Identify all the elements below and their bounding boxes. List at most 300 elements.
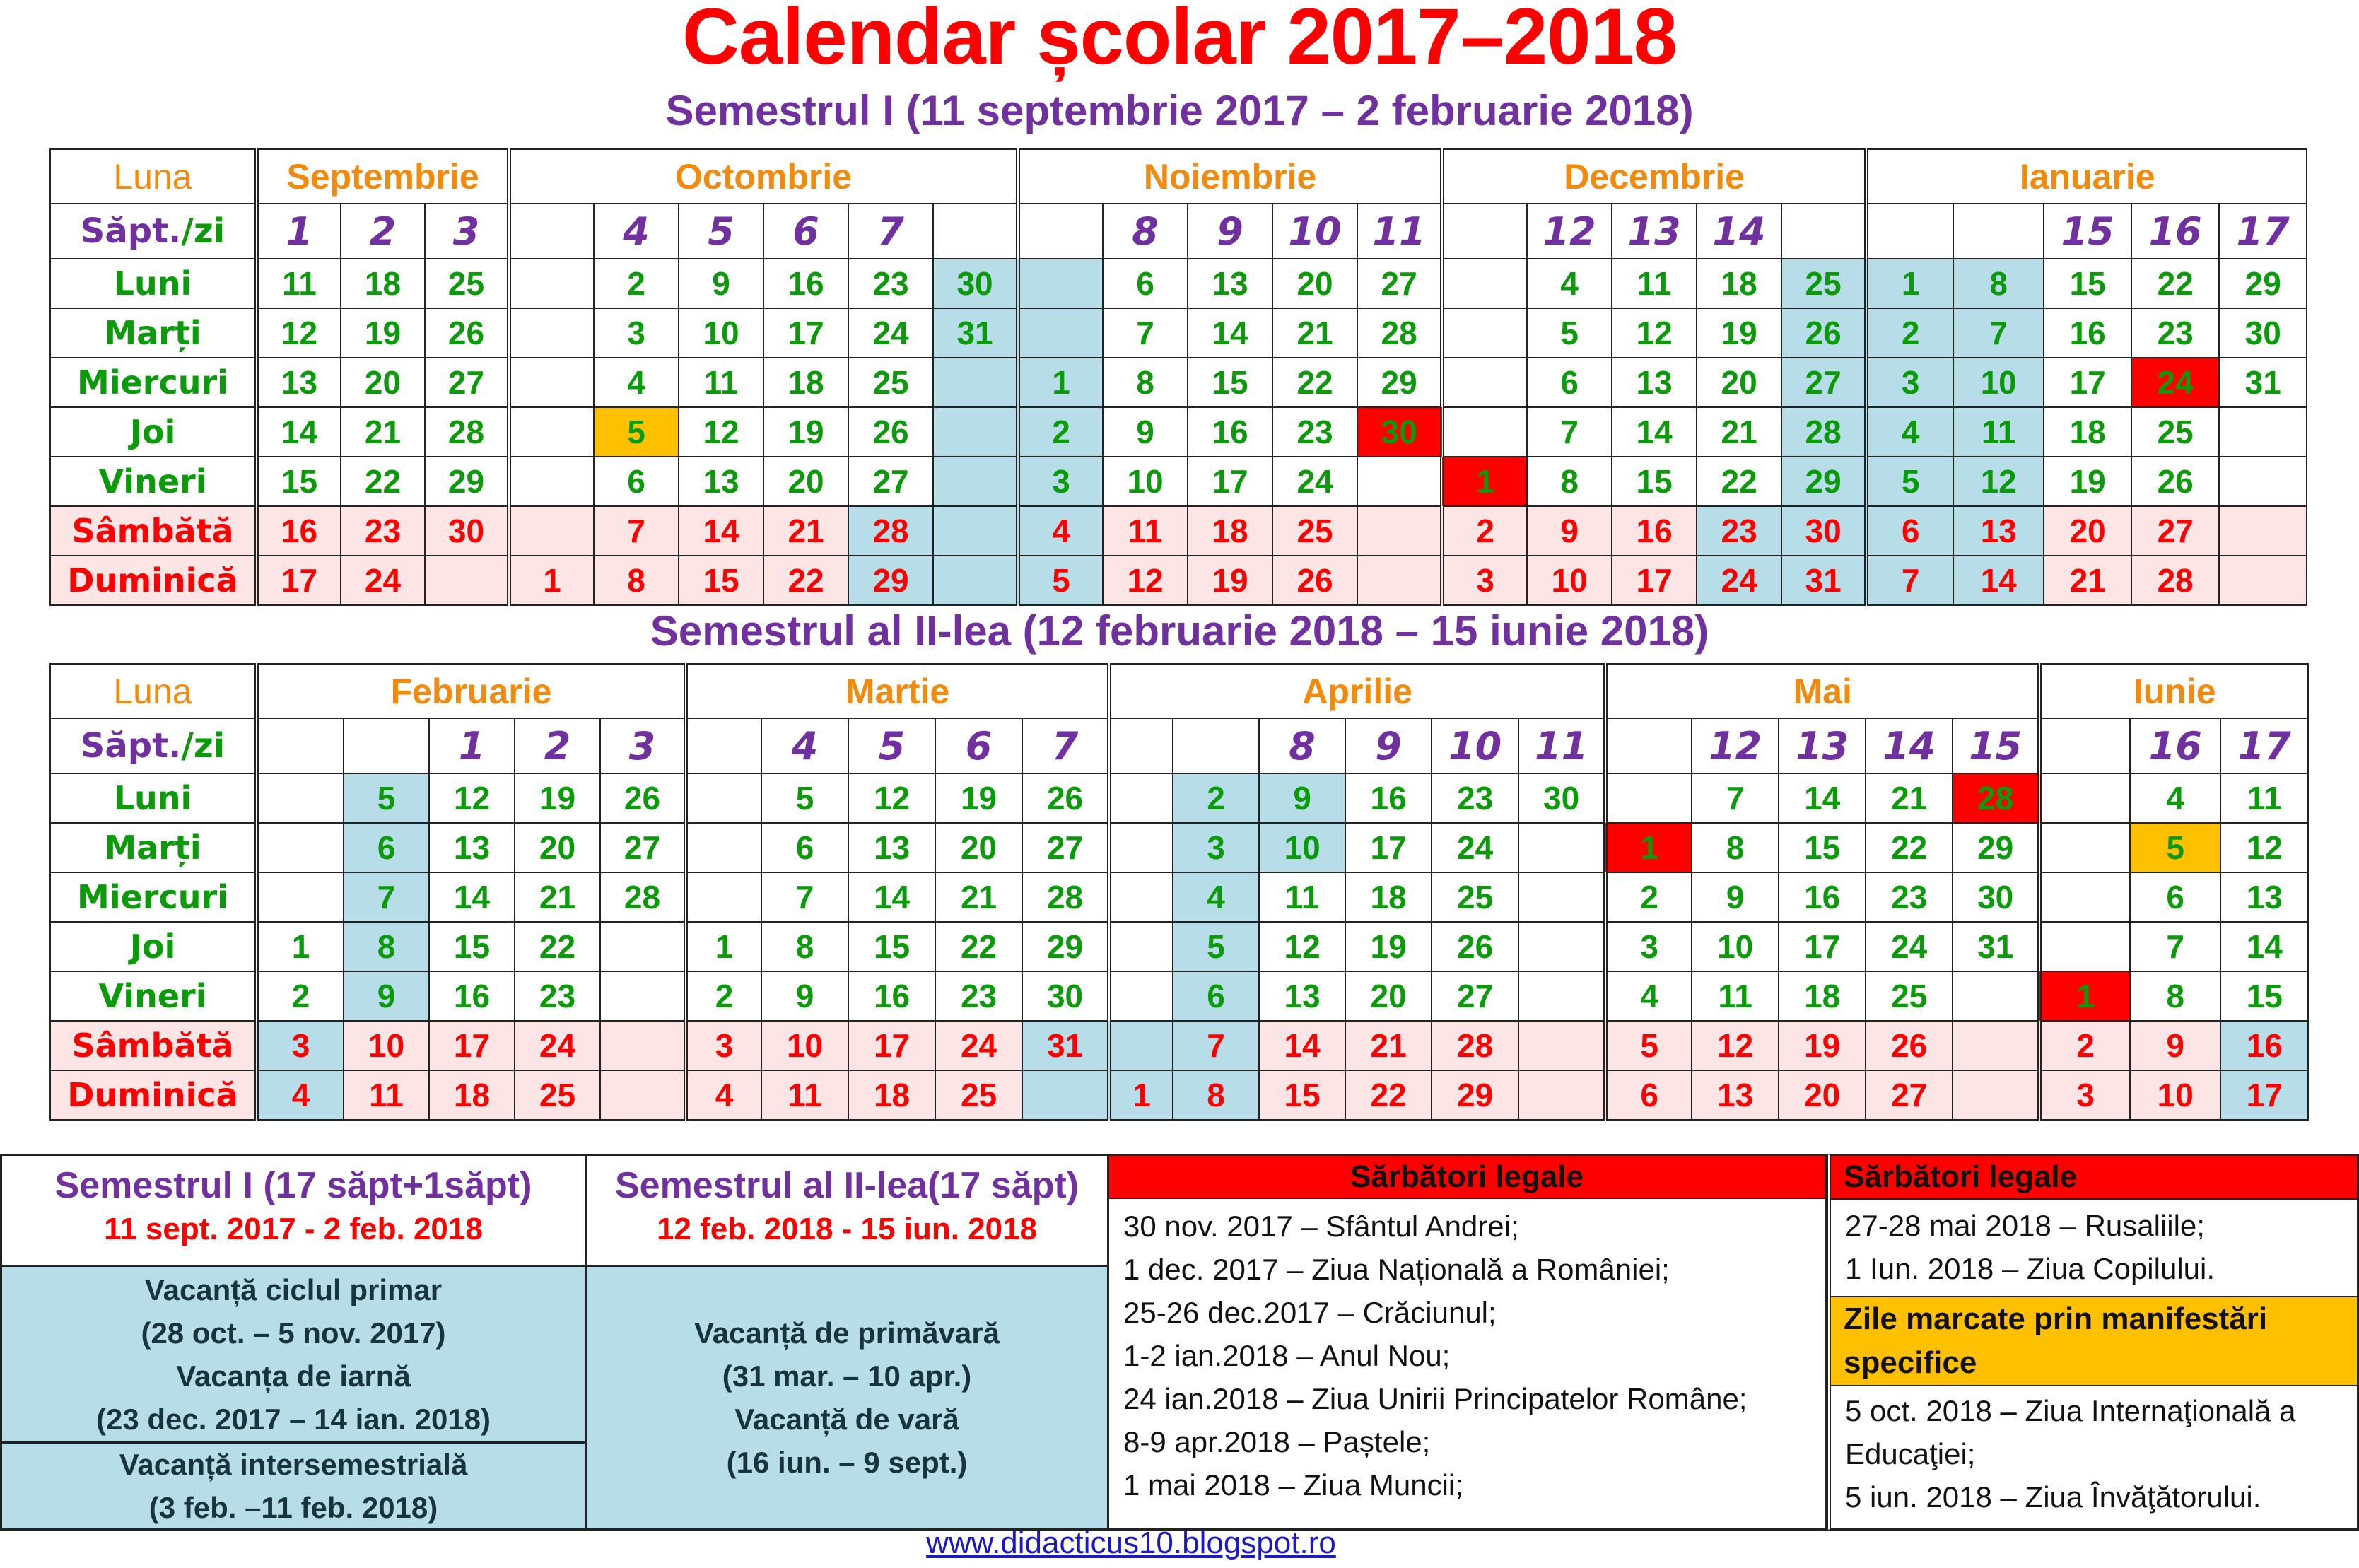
day-cell: 21 [1345,1021,1432,1070]
day-cell: 11 [1612,259,1697,308]
day-cell [1109,922,1173,971]
week-number [1173,718,1259,773]
week-number: 13 [1612,204,1697,259]
day-cell: 24 [935,1021,1022,1070]
day-cell: 5 [594,407,679,457]
vacation-line: (28 oct. – 5 nov. 2017) [141,1316,446,1350]
day-cell [509,358,594,407]
day-cell: 29 [1953,823,2039,872]
month-header-martie: Martie [686,664,1109,718]
footer-link[interactable]: www.didacticus10.blogspot.ro [926,1526,1336,1560]
day-cell: 11 [257,259,341,308]
vacation-line: Vacanță ciclul primar [144,1272,443,1306]
month-header-iunie: Iunie [2039,664,2308,718]
day-cell: 24 [341,556,425,605]
day-cell: 3 [1605,922,1692,971]
week-number: 3 [600,718,686,773]
week-number: 2 [341,204,425,259]
week-number [344,718,429,773]
semester1-calendar-table [49,148,2307,606]
week-number: 6 [935,718,1022,773]
day-cell: 5 [2130,823,2220,872]
day-cell: 13 [1692,1070,1779,1120]
day-cell: 8 [1527,457,1612,506]
day-cell: 17 [1612,556,1697,605]
day-cell: 10 [2130,1070,2220,1120]
day-cell: 12 [679,407,763,457]
day-cell: 31 [933,308,1018,358]
day-cell: 17 [1188,457,1272,506]
day-cell: 1 [257,922,344,971]
day-cell: 14 [1188,308,1272,358]
day-label: Joi [50,407,257,457]
holiday-item: 25-26 dec.2017 – Crăciunul; [1123,1296,1497,1329]
day-cell: 8 [1953,259,2044,308]
week-number: 1 [429,718,515,773]
sapt-text: Săpt. [80,211,182,251]
day-cell [1442,259,1527,308]
day-cell: 31 [1781,556,1866,605]
week-number [1953,204,2044,259]
vacation-line: Vacanță de primăvară [694,1316,1000,1350]
day-cell: 24 [1272,457,1357,506]
day-cell: 15 [679,556,763,605]
day-cell: 4 [1605,971,1692,1021]
day-cell [1022,1070,1109,1120]
day-cell: 18 [848,1070,935,1120]
month-header-aprilie: Aprilie [1109,664,1605,718]
day-cell [1953,1021,2039,1070]
semester1-title: Semestrul I (11 septembrie 2017 – 2 februarie 2018) [665,87,1694,134]
day-cell: 28 [600,872,686,922]
page-title: Calendar școlar 2017–2018 [681,0,1678,81]
day-cell: 19 [515,773,600,823]
day-cell [1442,358,1527,407]
day-cell [509,506,594,556]
day-cell: 6 [344,823,429,872]
day-cell: 12 [1953,457,2044,506]
day-cell: 21 [1866,773,1953,823]
day-cell [257,773,344,823]
day-cell: 17 [429,1021,515,1070]
day-cell [1953,1070,2039,1120]
day-cell: 14 [429,872,515,922]
day-cell [1518,823,1605,872]
day-cell: 23 [848,259,933,308]
week-number: 14 [1866,718,1953,773]
day-cell: 29 [1432,1070,1518,1120]
day-cell [1518,971,1605,1021]
day-cell: 7 [1173,1021,1259,1070]
day-cell: 20 [935,823,1022,872]
day-cell [2039,872,2130,922]
day-cell: 16 [1188,407,1272,457]
holiday-item: 1 Iun. 2018 – Ziua Copilului. [1845,1252,2215,1285]
day-cell: 2 [594,259,679,308]
day-cell: 30 [1022,971,1109,1021]
month-header-decembrie: Decembrie [1442,149,1866,204]
day-cell: 14 [848,872,935,922]
week-number: 11 [1518,718,1605,773]
day-cell: 17 [1779,922,1866,971]
day-label: Sâmbătă [50,1021,257,1070]
day-cell: 9 [1692,872,1779,922]
week-number [1866,204,1953,259]
day-cell: 12 [1259,922,1345,971]
day-cell: 24 [848,308,933,358]
day-cell: 17 [1345,823,1432,872]
day-cell: 22 [2131,259,2219,308]
day-cell: 28 [1432,1021,1518,1070]
semester1-summary [0,1154,587,1267]
day-cell: 30 [933,259,1018,308]
day-cell: 22 [1345,1070,1432,1120]
day-cell: 1 [2039,971,2130,1021]
day-cell: 19 [2044,457,2131,506]
week-number: 6 [763,204,848,259]
day-cell: 8 [761,922,848,971]
day-cell: 1 [1109,1070,1173,1120]
day-cell [2039,922,2130,971]
day-cell: 7 [1103,308,1188,358]
day-cell: 4 [2130,773,2220,823]
day-cell: 20 [763,457,848,506]
day-cell: 4 [257,1070,344,1120]
day-cell: 19 [1779,1021,1866,1070]
week-number: 2 [515,718,600,773]
day-cell: 14 [1612,407,1697,457]
day-cell: 19 [1345,922,1432,971]
day-cell: 5 [761,773,848,823]
day-cell [2219,457,2307,506]
day-cell: 7 [344,872,429,922]
day-cell: 6 [1866,506,1953,556]
day-cell: 15 [848,922,935,971]
day-cell [1442,308,1527,358]
day-cell: 17 [763,308,848,358]
day-cell: 14 [1259,1021,1345,1070]
week-number [1018,204,1103,259]
day-cell: 28 [1357,308,1442,358]
day-cell: 25 [515,1070,600,1120]
semester1-summary-heading: Semestrul I (17 săpt+1săpt) [54,1165,532,1206]
month-header-octombrie: Octombrie [509,149,1018,204]
day-cell: 1 [509,556,594,605]
week-number: 8 [1103,204,1188,259]
day-cell: 18 [1345,872,1432,922]
day-cell: 13 [429,823,515,872]
day-cell: 3 [594,308,679,358]
day-cell: 29 [848,556,933,605]
semester2-title: Semestrul al II-lea (12 februarie 2018 – 15 iunie 2018) [650,607,1709,655]
day-cell [2219,407,2307,457]
day-label: Vineri [50,457,257,506]
day-cell: 28 [425,407,509,457]
day-cell: 15 [1779,823,1866,872]
week-number [2039,718,2130,773]
day-cell: 26 [1781,308,1866,358]
day-cell: 6 [1605,1070,1692,1120]
legal-holidays-1 [1107,1154,1827,1531]
day-cell: 11 [1259,872,1345,922]
day-cell [509,259,594,308]
day-cell: 25 [1866,971,1953,1021]
day-cell: 17 [2044,358,2131,407]
luna-label: Luna [50,149,257,204]
day-cell: 11 [761,1070,848,1120]
day-cell: 25 [1272,506,1357,556]
day-cell: 9 [2130,1021,2220,1070]
day-cell [1357,506,1442,556]
day-cell: 15 [257,457,341,506]
vacation-line: Vacanța de iarnă [176,1359,411,1393]
luna-label: Luna [50,664,257,718]
day-cell: 16 [1612,506,1697,556]
day-cell: 10 [1259,823,1345,872]
day-cell: 27 [1432,971,1518,1021]
week-number: 13 [1779,718,1866,773]
day-cell: 1 [1018,358,1103,407]
day-cell: 17 [848,1021,935,1070]
holiday-item: 1 dec. 2017 – Ziua Națională a României; [1123,1253,1670,1286]
day-cell: 10 [761,1021,848,1070]
day-cell: 7 [761,872,848,922]
week-number: 16 [2130,718,2220,773]
sapt-text: Săpt. [80,726,182,766]
day-cell: 1 [1442,457,1527,506]
day-cell: 22 [1697,457,1781,506]
day-cell: 19 [763,407,848,457]
day-cell: 5 [1866,457,1953,506]
day-label: Luni [50,259,257,308]
day-cell [686,872,761,922]
day-cell: 20 [515,823,600,872]
week-number: 7 [1022,718,1109,773]
day-cell: 28 [1953,773,2039,823]
day-cell: 6 [761,823,848,872]
week-number: 15 [1953,718,2039,773]
day-cell: 20 [1345,971,1432,1021]
day-cell: 20 [2044,506,2131,556]
semester2-summary-dates: 12 feb. 2018 - 15 iun. 2018 [656,1212,1038,1246]
day-cell [509,308,594,358]
day-cell [1605,773,1692,823]
day-cell: 18 [2044,407,2131,457]
day-cell: 28 [1781,407,1866,457]
vacation-line: Vacanță de vară [734,1403,959,1436]
day-cell: 14 [2220,922,2308,971]
day-cell: 21 [1272,308,1357,358]
day-cell: 19 [1188,556,1272,605]
day-cell: 18 [1779,971,1866,1021]
day-cell [1953,971,2039,1021]
holiday-item: 8-9 apr.2018 – Paștele; [1123,1425,1431,1458]
vacation-line: (3 feb. –11 feb. 2018) [148,1491,438,1524]
day-cell: 31 [1953,922,2039,971]
day-cell: 6 [1527,358,1612,407]
day-cell: 13 [848,823,935,872]
week-number [509,204,594,259]
day-cell: 1 [1605,823,1692,872]
day-cell: 19 [935,773,1022,823]
week-number: 17 [2219,204,2307,259]
day-cell [686,773,761,823]
day-label: Luni [50,773,257,823]
day-cell: 3 [257,1021,344,1070]
day-cell [933,358,1018,407]
day-cell: 15 [1188,358,1272,407]
legal-holidays-2 [1827,1154,2359,1531]
week-number: 9 [1188,204,1272,259]
day-cell: 20 [1697,358,1781,407]
semester2-calendar-table [49,663,2309,1121]
day-cell: 18 [341,259,425,308]
day-cell: 24 [515,1021,600,1070]
day-cell [600,971,686,1021]
day-cell: 6 [594,457,679,506]
month-header-mai: Mai [1605,664,2039,718]
day-cell [1109,773,1173,823]
day-cell: 8 [2130,971,2220,1021]
day-cell [933,506,1018,556]
week-number: 3 [425,204,509,259]
holiday-item: 30 nov. 2017 – Sfântul Andrei; [1123,1210,1519,1243]
day-cell: 11 [344,1070,429,1120]
day-cell: 21 [515,872,600,922]
day-cell: 2 [2039,1021,2130,1070]
day-cell: 18 [1697,259,1781,308]
day-cell: 27 [1781,358,1866,407]
day-cell: 28 [2131,556,2219,605]
day-cell: 5 [1605,1021,1692,1070]
holiday-item: 1-2 ian.2018 – Anul Nou; [1123,1339,1451,1372]
day-cell: 17 [2220,1070,2308,1120]
day-cell: 11 [679,358,763,407]
day-cell: 25 [1781,259,1866,308]
day-label: Miercuri [50,358,257,407]
semester1-vacations [0,1265,587,1444]
day-cell: 21 [2044,556,2131,605]
day-cell [1518,922,1605,971]
day-cell: 6 [2130,872,2220,922]
vacation-line: (23 dec. 2017 – 14 ian. 2018) [95,1402,491,1436]
day-label: Joi [50,922,257,971]
day-cell: 19 [1697,308,1781,358]
day-cell [1518,1021,1605,1070]
day-cell: 2 [1018,407,1103,457]
day-cell [2219,556,2307,605]
day-cell: 10 [344,1021,429,1070]
day-cell: 8 [1173,1070,1259,1120]
day-label: Miercuri [50,872,257,922]
day-cell: 10 [1953,358,2044,407]
day-cell: 4 [1866,407,1953,457]
week-number: 15 [2044,204,2131,259]
week-number: 1 [257,204,341,259]
day-cell: 29 [425,457,509,506]
day-cell: 5 [1527,308,1612,358]
day-cell: 2 [257,971,344,1021]
day-cell: 4 [686,1070,761,1120]
day-cell [1109,872,1173,922]
holiday-item: 24 ian.2018 – Ziua Unirii Principatelor Române; [1123,1382,1748,1415]
day-cell: 22 [1866,823,1953,872]
day-cell: 15 [2220,971,2308,1021]
day-cell: 9 [761,971,848,1021]
day-cell: 9 [1259,773,1345,823]
day-cell: 29 [2219,259,2307,308]
day-cell: 15 [2044,259,2131,308]
day-cell: 26 [1866,1021,1953,1070]
day-cell: 13 [1259,971,1345,1021]
week-number [933,204,1018,259]
day-cell [933,407,1018,457]
day-cell: 20 [1779,1070,1866,1120]
day-cell: 7 [1953,308,2044,358]
day-cell: 12 [429,773,515,823]
day-cell: 16 [848,971,935,1021]
vacation-line: (16 iun. – 9 sept.) [726,1446,968,1479]
day-label: Marți [50,308,257,358]
day-cell: 30 [1953,872,2039,922]
week-number: 16 [2131,204,2219,259]
day-cell: 12 [848,773,935,823]
day-cell [1518,1070,1605,1120]
day-cell: 8 [344,922,429,971]
day-cell: 12 [2220,823,2308,872]
day-cell: 7 [1692,773,1779,823]
day-cell: 30 [2219,308,2307,358]
day-cell: 11 [1103,506,1188,556]
day-cell [933,556,1018,605]
day-cell: 26 [1432,922,1518,971]
day-cell: 13 [1188,259,1272,308]
day-cell: 10 [1692,922,1779,971]
holiday-item: 1 mai 2018 – Ziua Muncii; [1123,1468,1463,1502]
day-cell: 16 [2220,1021,2308,1070]
day-cell: 28 [1022,872,1109,922]
legal-holidays-1-heading: Sărbători legale [1109,1156,1825,1198]
day-cell: 3 [686,1021,761,1070]
day-cell: 7 [594,506,679,556]
day-cell: 30 [1357,407,1442,457]
day-cell: 25 [935,1070,1022,1120]
day-cell: 4 [594,358,679,407]
day-cell: 10 [1527,556,1612,605]
day-cell: 24 [1866,922,1953,971]
day-cell: 21 [935,872,1022,922]
day-cell: 7 [1527,407,1612,457]
week-number [1781,204,1866,259]
week-number [686,718,761,773]
month-header-ianuarie: Ianuarie [1866,149,2307,204]
day-cell: 18 [429,1070,515,1120]
week-number: 8 [1259,718,1345,773]
day-cell: 26 [425,308,509,358]
day-cell [1442,407,1527,457]
day-cell [509,407,594,457]
legal-holidays-2-heading: Sărbători legale [1831,1156,2357,1198]
day-cell: 31 [2219,358,2307,407]
day-cell: 6 [1173,971,1259,1021]
day-cell: 9 [1527,506,1612,556]
day-cell: 13 [2220,872,2308,922]
week-number: 9 [1345,718,1432,773]
day-cell: 8 [1692,823,1779,872]
day-cell: 31 [1022,1021,1109,1070]
day-cell: 27 [2131,506,2219,556]
month-header-septembrie: Septembrie [257,149,509,204]
